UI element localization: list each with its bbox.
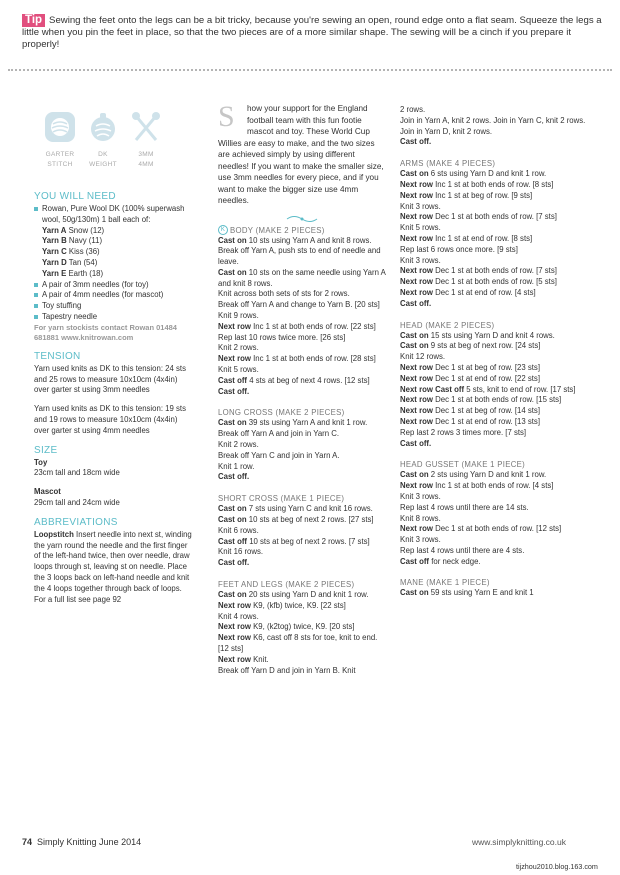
instruction-line: Cast off. bbox=[218, 558, 250, 568]
instruction-line: Next row K9, (k2tog) twice, K9. [20 sts] bbox=[218, 622, 355, 632]
instruction-line: Break off Yarn A and change to Yarn B. [20 sts] bbox=[218, 300, 380, 310]
instruction-line: Cast on 39 sts using Yarn A and knit 1 row. bbox=[218, 418, 368, 428]
instruction-line: Next row Dec 1 st at both ends of row. [5 sts] bbox=[400, 277, 557, 287]
section-heading: K BODY (MAKE 2 PIECES) bbox=[218, 225, 386, 236]
instruction-line: Cast on 6 sts using Yarn D and knit 1 row. bbox=[400, 169, 547, 179]
page-number: 74 bbox=[22, 837, 33, 847]
info-icons bbox=[42, 110, 164, 169]
instruction-line: Next row Dec 1 st at both ends of row. [15 sts] bbox=[400, 395, 562, 405]
instruction-line: Next row Inc 1 st at both ends of row. [8 sts] bbox=[400, 179, 554, 189]
instruction-line: Next row Dec 1 st at beg of row. [23 sts] bbox=[400, 362, 540, 372]
k-marker-icon: K bbox=[218, 225, 228, 235]
short-cross-instructions bbox=[218, 504, 386, 569]
size-text: 29cm tall and 24cm wide bbox=[34, 497, 120, 507]
instruction-line: Knit 2 rows. bbox=[218, 343, 259, 353]
instruction-line: Knit 6 rows. bbox=[218, 525, 259, 535]
tension-heading: TENSION bbox=[34, 350, 81, 362]
instruction-line: Cast off. bbox=[400, 298, 432, 308]
instruction-line: Cast off for neck edge. bbox=[400, 556, 481, 566]
flourish-icon bbox=[285, 214, 319, 224]
icon-label: STITCH bbox=[47, 161, 73, 168]
materials-column bbox=[34, 110, 194, 605]
instruction-line: Next row Dec 1 st at end of row. [4 sts] bbox=[400, 287, 536, 297]
instruction-line: Cast on 2 sts using Yarn D and knit 1 row. bbox=[400, 470, 547, 480]
tension-text: Yarn used knits as DK to this tension: 24 sts and 25 rows to measure 10x10cm (4x4in) over garter st using 3mm needles bbox=[34, 363, 186, 395]
instruction-line: Rep last 2 rows 3 times more. [7 sts] bbox=[400, 427, 527, 437]
yarn-weight-icon bbox=[86, 110, 120, 144]
magazine-name: Simply Knitting June 2014 bbox=[37, 837, 142, 847]
pattern-column-3 bbox=[400, 105, 590, 599]
instruction-line: Next row Inc 1 st at both ends of row. [28 sts] bbox=[218, 354, 376, 364]
instruction-line: Next row Dec 1 st at both ends of row. [7 sts] bbox=[400, 266, 557, 276]
instruction-line: Knit 12 rows. bbox=[400, 352, 446, 362]
instruction-line: Knit 3 rows. bbox=[400, 491, 441, 501]
instruction-line: Knit 3 rows. bbox=[400, 201, 441, 211]
tip-box bbox=[22, 14, 607, 51]
abbreviation-more: For a full list see page 92 bbox=[34, 594, 122, 604]
garter-stitch-info bbox=[42, 110, 78, 169]
dotted-divider bbox=[8, 69, 612, 71]
instruction-line: Cast off 10 sts at beg of next 2 rows. [7 sts] bbox=[218, 536, 370, 546]
instruction-line: Cast on 9 sts at beg of next row. [24 sts] bbox=[400, 341, 541, 351]
instruction-line: Cast on 15 sts using Yarn D and knit 4 rows. bbox=[400, 330, 555, 340]
section-heading: HEAD GUSSET (MAKE 1 PIECE) bbox=[400, 460, 526, 470]
instruction-line: Next row Dec 1 st at end of row. [22 sts] bbox=[400, 373, 540, 383]
feet-legs-instructions bbox=[218, 590, 386, 676]
icon-label: WEIGHT bbox=[89, 161, 117, 168]
instruction-line: Break off Yarn A, push sts to end of needle and leave. bbox=[218, 246, 381, 267]
list-item: Yarn E Earth (18) bbox=[42, 268, 104, 278]
arms-instructions bbox=[400, 169, 590, 309]
instruction-line: Next row Dec 1 st at beg of row. [14 sts] bbox=[400, 406, 540, 416]
list-item: Rowan, Pure Wool DK (100% superwash wool, 50g/130m) 1 ball each of: bbox=[34, 204, 194, 226]
instruction-line: Rep last 6 rows once more. [9 sts] bbox=[400, 244, 518, 254]
instruction-line: Next row Dec 1 st at both ends of row. [12 sts] bbox=[400, 524, 562, 534]
dk-weight-info bbox=[85, 110, 121, 169]
size-heading: SIZE bbox=[34, 444, 58, 456]
body-instructions bbox=[218, 236, 386, 398]
instruction-line: Cast off 4 sts at beg of next 4 rows. [12 sts] bbox=[218, 375, 370, 385]
instruction-line: Next row Inc 1 st at both ends of row. [22 sts] bbox=[218, 321, 376, 331]
stockists-info: For yarn stockists contact Rowan 01484 681881 www.knitrowan.com bbox=[34, 322, 177, 342]
intro-paragraph: S how your support for the England football team with this fun footie mascot and toy. These World Cup Willies are easy to make, and the two sizes are achieved simply by using different needles! If you want to make the smaller size, use 3mm needles for every piece, and if you want to make the bigger size use 4mm needles. bbox=[218, 100, 384, 205]
tension-text: Yarn used knits as DK to this tension: 19 sts and 19 rows to measure 10x10cm (4x4in) over garter st using 4mm needles bbox=[34, 404, 186, 435]
instruction-line: 2 rows. bbox=[400, 105, 426, 114]
instruction-line: Knit 2 rows. bbox=[218, 440, 259, 450]
instruction-line: Next row Knit. bbox=[218, 654, 269, 664]
page-footer bbox=[22, 837, 141, 847]
section-heading: HEAD (MAKE 2 PIECES) bbox=[400, 320, 495, 330]
dropcap: S bbox=[218, 100, 235, 133]
you-will-need-heading: YOU WILL NEED bbox=[34, 191, 116, 202]
yarn-ball-icon bbox=[43, 110, 77, 144]
instruction-line: Cast off. bbox=[218, 472, 250, 482]
abbreviations-heading: ABBREVIATIONS bbox=[34, 516, 118, 528]
list-item: Toy stuffing bbox=[34, 301, 194, 312]
tip-badge: Tip bbox=[22, 14, 45, 27]
size-label: Toy bbox=[34, 457, 48, 467]
instruction-line: Knit 1 row. bbox=[218, 461, 255, 471]
size-label: Mascot bbox=[34, 487, 61, 497]
instruction-line: Knit 4 rows. bbox=[218, 611, 259, 621]
head-instructions bbox=[400, 331, 590, 450]
list-item: Yarn A Snow (12) bbox=[42, 225, 105, 235]
abbreviation-entry: Loopstitch Insert needle into next st, winding the yarn round the needle and the first finger of the left-hand twice, then over needle, draw loops through st, leaving st on needle. Place the 3 loops back on left-hand needle and knit the 4 loops together through back of loops. bbox=[34, 529, 192, 593]
instruction-line: Cast on 10 sts on the same needle using Yarn A and knit 8 rows. bbox=[218, 267, 386, 288]
instruction-line: Knit 3 rows. bbox=[400, 255, 441, 265]
instruction-line: Next row Inc 1 st at beg of row. [9 sts] bbox=[400, 190, 533, 200]
instruction-line: Knit 9 rows. bbox=[218, 311, 259, 321]
instruction-line: Cast off. bbox=[400, 438, 432, 448]
needle-size-info bbox=[128, 110, 164, 169]
instruction-line: Next row K6, cast off 8 sts for toe, knit to end. [12 sts] bbox=[218, 633, 378, 653]
instruction-line: Knit 5 rows. bbox=[400, 223, 441, 233]
instruction-line: Knit 5 rows. bbox=[218, 365, 259, 375]
section-heading: SHORT CROSS (MAKE 1 PIECE) bbox=[218, 494, 345, 504]
icon-label: 3MM bbox=[138, 151, 154, 158]
icon-label: DK bbox=[98, 151, 108, 158]
instruction-line: Cast on 7 sts using Yarn C and knit 16 rows. bbox=[218, 504, 373, 514]
instruction-line: Break off Yarn A and join in Yarn C. bbox=[218, 429, 340, 439]
knitting-needles-icon bbox=[129, 110, 163, 144]
list-item: A pair of 3mm needles (for toy) bbox=[34, 280, 194, 291]
list-item: Tapestry needle bbox=[34, 312, 194, 323]
section-heading: FEET AND LEGS (MAKE 2 PIECES) bbox=[218, 580, 355, 590]
instruction-line: Cast on 20 sts using Yarn D and knit 1 row. bbox=[218, 590, 369, 600]
long-cross-instructions bbox=[218, 418, 386, 483]
instruction-line: Cast on 10 sts at beg of next 2 rows. [27 sts] bbox=[218, 515, 374, 525]
pattern-column-2 bbox=[218, 100, 386, 676]
section-heading: LONG CROSS (MAKE 2 PIECES) bbox=[218, 408, 345, 418]
instruction-line: Rep last 10 rows twice more. [26 sts] bbox=[218, 332, 346, 342]
head-gusset-instructions bbox=[400, 470, 590, 567]
instruction-line: Knit 16 rows. bbox=[218, 547, 264, 557]
instruction-line: Knit 3 rows. bbox=[400, 535, 441, 545]
instruction-line: Knit 8 rows. bbox=[400, 513, 441, 523]
instruction-line: Knit across both sets of sts for 2 rows. bbox=[218, 289, 350, 299]
instruction-line: Next row Inc 1 st at both ends of row. [4 sts] bbox=[400, 481, 554, 491]
icon-label: 4MM bbox=[138, 161, 154, 168]
list-item: Yarn D Tan (54) bbox=[42, 257, 98, 267]
icon-label: GARTER bbox=[45, 151, 75, 158]
instruction-line: Break off Yarn C and join in Yarn A. bbox=[218, 450, 340, 460]
blog-credit: tijzhou2010.blog.163.com bbox=[516, 862, 598, 871]
instruction-line: Rep last 4 rows until there are 14 sts. bbox=[400, 502, 529, 512]
instruction-line: Cast on 10 sts using Yarn A and knit 8 rows. bbox=[218, 235, 372, 245]
section-heading: MANE (MAKE 1 PIECE) bbox=[400, 578, 490, 588]
footer-url: www.simplyknitting.co.uk bbox=[472, 837, 567, 847]
list-item: A pair of 4mm needles (for mascot) bbox=[34, 290, 194, 301]
instruction-line: Next row Cast off 5 sts, knit to end of row. [17 sts] bbox=[400, 384, 576, 394]
mane-instructions bbox=[400, 588, 590, 599]
list-item: Yarn B Navy (11) bbox=[42, 236, 103, 246]
ornament-divider bbox=[218, 211, 386, 221]
instruction-line: Break off Yarn D and join in Yarn B. Knit bbox=[218, 665, 356, 675]
size-text: 23cm tall and 18cm wide bbox=[34, 468, 120, 478]
yarn-list bbox=[34, 226, 194, 280]
instruction-line: Cast on 59 sts using Yarn E and knit 1 bbox=[400, 588, 534, 598]
instruction-line: Rep last 4 rows until there are 4 sts. bbox=[400, 545, 525, 555]
tip-text: Sewing the feet onto the legs can be a bit tricky, because you're sewing an open, round edge onto a flat seam. Squeeze the legs a little when you pin the feet in place, so that the two pieces are of a more similar shape. The sewing will be a cinch if you prepare it properly! bbox=[22, 15, 602, 50]
instruction-line: Join in Yarn A, knit 2 rows. Join in Yarn C, knit 2 rows. Join in Yarn D, knit 2 rows. bbox=[400, 115, 586, 136]
instruction-line: Cast off. bbox=[400, 137, 432, 147]
instruction-line: Next row K9, (kfb) twice, K9. [22 sts] bbox=[218, 600, 346, 610]
instruction-line: Next row Dec 1 st at both ends of row. [7 sts] bbox=[400, 212, 557, 222]
instruction-line: Next row Dec 1 st at end of row. [13 sts] bbox=[400, 416, 540, 426]
feet-legs-continued bbox=[400, 105, 590, 148]
section-heading: ARMS (MAKE 4 PIECES) bbox=[400, 159, 496, 169]
instruction-line: Cast off. bbox=[218, 386, 250, 396]
list-item: Yarn C Kiss (36) bbox=[42, 247, 100, 257]
instruction-line: Next row Inc 1 st at end of row. [8 sts] bbox=[400, 233, 533, 243]
